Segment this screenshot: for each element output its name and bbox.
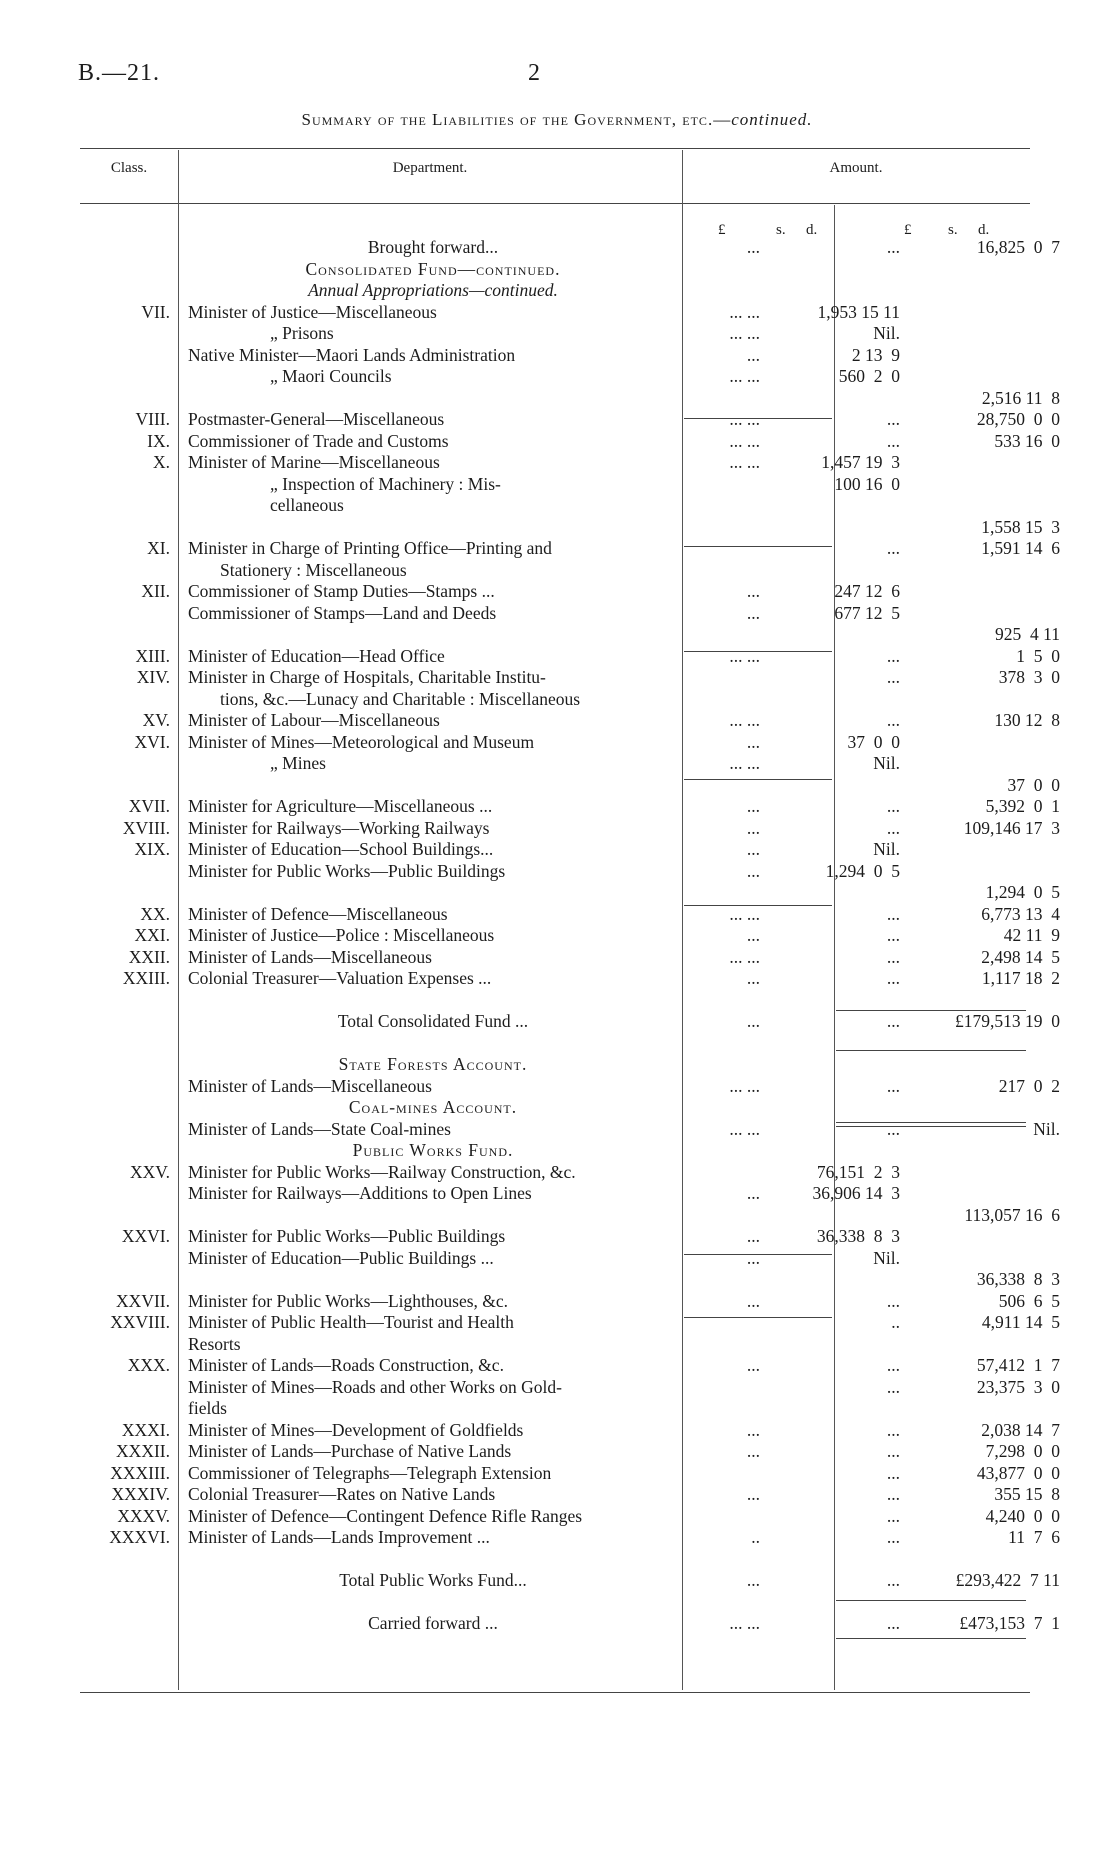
class-cell: XVIII. xyxy=(122,817,170,838)
department-cell: Minister of Mines—Meteorological and Museum xyxy=(188,731,535,752)
column-header-amount: Amount. xyxy=(829,160,883,176)
department-cell: Minister for Public Works—Lighthouses, &c. xyxy=(188,1290,509,1311)
department-cell: tions, &c.—Lunacy and Charitable : Miscellaneous xyxy=(220,688,581,709)
amount-detail-cell: 247 12 6 xyxy=(834,581,900,601)
table-row xyxy=(80,795,1060,817)
leader-dots: ... ... xyxy=(729,753,760,773)
class-cell: XVII. xyxy=(128,796,170,816)
amount-total-cell: 925 4 11 xyxy=(995,624,1060,644)
department-cell: Coal-mines Account. xyxy=(348,1097,518,1117)
lsd-shilling-2: s. xyxy=(948,222,958,238)
title-main: Summary of the Liabilities of the Government, etc.— xyxy=(301,110,732,129)
table-row xyxy=(80,1268,1060,1290)
table-row xyxy=(80,1247,1020,1269)
table-row xyxy=(80,1182,1020,1204)
amount-total-cell: 1 5 0 xyxy=(1016,645,1060,666)
amount-total-cell: 1,591 14 6 xyxy=(981,538,1060,558)
leader-dots: ... ... xyxy=(729,645,760,666)
department-cell: Minister of Public Health—Tourist and Health xyxy=(188,1312,514,1332)
amount-total-cell: 2,038 14 7 xyxy=(981,1419,1060,1440)
class-cell: VIII. xyxy=(135,409,170,429)
table-row xyxy=(80,1096,1020,1118)
amount-detail-cell: ... xyxy=(886,1527,900,1547)
table-row xyxy=(80,1376,1060,1398)
amount-total-cell: 1,117 18 2 xyxy=(981,968,1060,988)
department-cell: Minister of Lands—Lands Improvement ... xyxy=(188,1527,490,1547)
table-row xyxy=(80,344,1020,366)
class-cell: XXVII. xyxy=(116,1290,170,1311)
amount-detail-cell: ... xyxy=(886,817,900,838)
amount-detail-cell: ... xyxy=(886,430,900,451)
table-row xyxy=(80,774,1060,796)
department-cell: Minister in Charge of Hospitals, Charitable Institu- xyxy=(188,667,546,687)
amount-total-cell: 506 6 5 xyxy=(998,1290,1060,1311)
amount-total-cell: 37 0 0 xyxy=(1007,774,1060,795)
amount-detail-cell: ... xyxy=(886,1441,900,1461)
department-cell: Minister of Lands—State Coal-mines xyxy=(188,1118,451,1139)
leader-dots: ... xyxy=(746,1011,760,1031)
table-row xyxy=(80,1462,1060,1484)
table-row xyxy=(80,860,1020,882)
leader-dots: ... xyxy=(746,860,760,881)
amount-detail-cell: ... xyxy=(886,667,900,687)
department-cell: Minister of Justice—Miscellaneous xyxy=(188,301,437,322)
leader-dots: ... ... xyxy=(729,1613,760,1633)
lsd-pence-2: d. xyxy=(978,222,990,238)
table-row xyxy=(80,645,1060,667)
table-row xyxy=(80,279,1020,301)
table-row xyxy=(80,365,1020,387)
department-cell: Total Consolidated Fund ... xyxy=(337,1011,529,1031)
amount-total-cell: 1,558 15 3 xyxy=(981,516,1060,537)
table-row xyxy=(80,1075,1060,1097)
leader-dots: ... xyxy=(746,344,760,365)
amount-detail-cell: 1,294 0 5 xyxy=(825,860,900,881)
table-row xyxy=(80,1290,1060,1312)
amount-detail-cell: ... xyxy=(886,1462,900,1483)
table-row xyxy=(80,1204,1060,1226)
leader-dots: ... xyxy=(746,237,760,257)
leader-dots: ... xyxy=(746,839,760,859)
class-cell: IX. xyxy=(147,430,170,451)
amount-detail-cell: ... xyxy=(886,1355,900,1375)
department-cell: Minister of Marine—Miscellaneous xyxy=(188,452,440,472)
class-cell: XXXIII. xyxy=(110,1462,170,1483)
department-cell: Postmaster-General—Miscellaneous xyxy=(188,409,445,429)
amount-detail-cell: ... xyxy=(886,1505,900,1526)
total-rule xyxy=(836,1638,1026,1639)
amount-detail-cell: ... xyxy=(886,237,900,257)
table-row xyxy=(80,322,1020,344)
table-row xyxy=(80,881,1060,903)
department-cell: Commissioner of Telegraphs—Telegraph Extension xyxy=(188,1462,552,1483)
amount-detail-cell: ... xyxy=(886,538,900,558)
lsd-pound-2: £ xyxy=(904,222,912,238)
table-row xyxy=(80,731,1020,753)
table-row xyxy=(80,451,1020,473)
leader-dots: ... ... xyxy=(729,946,760,967)
table-row xyxy=(80,838,1020,860)
amount-detail-cell: ... xyxy=(886,1484,900,1504)
class-cell: X. xyxy=(152,452,170,472)
table-row xyxy=(80,1311,1060,1333)
table-row xyxy=(80,580,1020,602)
amount-total-cell: 2,498 14 5 xyxy=(981,946,1060,967)
amount-total-cell: £293,422 7 11 xyxy=(955,1570,1060,1590)
leader-dots: ... xyxy=(746,581,760,601)
department-cell: Minister for Railways—Additions to Open Lines xyxy=(188,1183,532,1203)
table-row xyxy=(80,494,1020,516)
amount-detail-cell: Nil. xyxy=(873,1247,900,1268)
table-row xyxy=(80,1440,1060,1462)
amount-total-cell: 109,146 17 3 xyxy=(963,817,1060,838)
amount-detail-cell: ... xyxy=(886,1419,900,1440)
amount-detail-cell: ... xyxy=(886,1118,900,1139)
amount-detail-cell: Nil. xyxy=(873,323,900,343)
amount-detail-cell: ... xyxy=(886,968,900,988)
department-cell: „ Maori Councils xyxy=(270,366,392,386)
leader-dots: ... ... xyxy=(729,1075,760,1096)
table-row xyxy=(80,924,1060,946)
class-cell: XX. xyxy=(140,903,170,924)
department-cell: Consolidated Fund—continued. xyxy=(305,258,561,279)
amount-total-cell: 43,877 0 0 xyxy=(976,1462,1060,1483)
table-row xyxy=(80,666,1060,688)
amount-detail-cell: 560 2 0 xyxy=(838,366,900,386)
class-cell: XXV. xyxy=(129,1161,170,1182)
table-row xyxy=(80,688,1020,710)
amount-total-cell: 217 0 2 xyxy=(998,1075,1060,1096)
leader-dots: ... xyxy=(746,925,760,945)
department-cell: Minister of Lands—Purchase of Native Lands xyxy=(188,1441,512,1461)
class-cell: XXXI. xyxy=(121,1419,170,1440)
leader-dots: ... ... xyxy=(729,1118,760,1139)
amount-total-cell: 16,825 0 7 xyxy=(976,237,1060,257)
amount-detail-cell: ... xyxy=(886,1613,900,1633)
table-row xyxy=(80,1032,1020,1054)
department-cell: Minister of Mines—Roads and other Works on Gold- xyxy=(188,1376,562,1397)
table-row xyxy=(80,1225,1020,1247)
amount-total-cell: 11 7 6 xyxy=(1008,1527,1060,1547)
amount-detail-cell: ... xyxy=(886,1570,900,1590)
amount-total-cell: £179,513 19 0 xyxy=(955,1011,1060,1031)
amount-detail-cell: Nil. xyxy=(873,753,900,773)
class-cell: XVI. xyxy=(134,731,170,752)
department-cell: Minister for Public Works—Railway Construction, &c. xyxy=(188,1161,576,1182)
department-cell: Minister of Labour—Miscellaneous xyxy=(188,710,440,730)
amount-total-cell: 355 15 8 xyxy=(994,1484,1060,1504)
table-row xyxy=(80,1053,1020,1075)
header-bottom-rule xyxy=(80,203,1030,204)
amount-total-cell: 1,294 0 5 xyxy=(985,882,1060,902)
amount-total-cell: 130 12 8 xyxy=(994,710,1060,730)
department-cell: Colonial Treasurer—Rates on Native Lands xyxy=(188,1484,496,1504)
class-cell: XXXII. xyxy=(116,1441,170,1461)
amount-detail-cell: ... xyxy=(886,1075,900,1096)
class-cell: XXXV. xyxy=(117,1505,170,1526)
department-cell: Minister for Public Works—Public Buildings xyxy=(188,860,506,881)
table-row xyxy=(80,1010,1060,1032)
department-cell: Minister of Education—Public Buildings ... xyxy=(188,1247,494,1268)
table-row xyxy=(80,236,1060,258)
leader-dots: ... xyxy=(746,1355,760,1375)
table-row xyxy=(80,1505,1060,1527)
amount-total-cell: 4,911 14 5 xyxy=(981,1312,1060,1332)
amount-detail-cell: ... xyxy=(886,409,900,429)
table-row xyxy=(80,1333,1020,1355)
table-row xyxy=(80,752,1020,774)
table-row xyxy=(80,387,1060,409)
class-cell: XXXIV. xyxy=(111,1484,170,1504)
table-row xyxy=(80,1591,1020,1613)
department-cell: „ Prisons xyxy=(270,323,334,343)
amount-detail-cell: ... xyxy=(886,1290,900,1311)
class-cell: XXIII. xyxy=(122,968,170,988)
table-row xyxy=(80,989,1020,1011)
amount-detail-cell: 100 16 0 xyxy=(834,473,900,494)
table-row xyxy=(80,1419,1060,1441)
amount-detail-cell: 1,953 15 11 xyxy=(817,301,900,322)
leader-dots: ... xyxy=(746,1570,760,1590)
department-cell: Minister of Mines—Development of Goldfields xyxy=(188,1419,524,1440)
leader-dots: ... xyxy=(746,1290,760,1311)
department-cell: Minister for Railways—Working Railways xyxy=(188,817,490,838)
page-number: 2 xyxy=(528,60,540,86)
leader-dots: ... ... xyxy=(729,903,760,924)
table-row xyxy=(80,709,1060,731)
amount-detail-cell: 677 12 5 xyxy=(834,602,900,623)
department-cell: Commissioner of Stamps—Land and Deeds xyxy=(188,602,497,623)
class-cell: XXVIII. xyxy=(110,1312,170,1332)
table-row xyxy=(80,559,1020,581)
department-cell: Carried forward ... xyxy=(368,1613,498,1633)
class-cell: VII. xyxy=(141,301,170,322)
amount-total-cell: Nil. xyxy=(1033,1118,1060,1139)
class-cell: XXXVI. xyxy=(109,1527,170,1547)
top-rule xyxy=(80,148,1030,149)
department-cell: Public Works Fund. xyxy=(352,1140,514,1160)
leader-dots: ... ... xyxy=(729,430,760,451)
class-cell: XXVI. xyxy=(121,1226,170,1246)
table-row xyxy=(80,1354,1060,1376)
amount-detail-cell: 36,906 14 3 xyxy=(812,1183,900,1203)
class-cell: XXI. xyxy=(134,925,170,945)
table-row xyxy=(80,1526,1060,1548)
department-cell: Minister of Lands—Roads Construction, &c. xyxy=(188,1355,504,1375)
class-cell: XI. xyxy=(147,538,170,558)
table-row xyxy=(80,1397,1020,1419)
amount-total-cell: 36,338 8 3 xyxy=(976,1269,1060,1289)
amount-detail-cell: 2 13 9 xyxy=(851,344,900,365)
amount-detail-cell: 76,151 2 3 xyxy=(816,1161,900,1182)
leader-dots: ... ... xyxy=(729,710,760,730)
leader-dots: ... ... xyxy=(729,301,760,322)
amount-total-cell: 5,392 0 1 xyxy=(985,796,1060,816)
amount-total-cell: 533 16 0 xyxy=(994,430,1060,451)
column-header-class: Class. xyxy=(110,160,148,176)
leader-dots: ... xyxy=(746,796,760,816)
title-continued: continued. xyxy=(731,110,813,129)
amount-total-cell: 23,375 3 0 xyxy=(976,1376,1060,1397)
leader-dots: ... xyxy=(746,1484,760,1504)
lsd-pound-1: £ xyxy=(718,222,726,238)
department-cell: Commissioner of Trade and Customs xyxy=(188,430,449,451)
amount-detail-cell: 1,457 19 3 xyxy=(821,452,900,472)
department-cell: „ Mines xyxy=(270,753,326,773)
table-row xyxy=(80,473,1020,495)
department-cell: cellaneous xyxy=(270,495,344,515)
amount-detail-cell: ... xyxy=(886,1376,900,1397)
amount-detail-cell: 36,338 8 3 xyxy=(816,1226,900,1246)
department-cell: Minister of Education—Head Office xyxy=(188,645,445,666)
department-cell: Minister of Defence—Miscellaneous xyxy=(188,903,448,924)
amount-total-cell: 57,412 1 7 xyxy=(976,1355,1060,1375)
leader-dots: ... xyxy=(746,817,760,838)
table-row xyxy=(80,1569,1060,1591)
department-cell: Colonial Treasurer—Valuation Expenses ... xyxy=(188,968,492,988)
table-row xyxy=(80,408,1060,430)
department-cell: fields xyxy=(188,1398,227,1418)
amount-detail-cell: ... xyxy=(886,710,900,730)
department-cell: Resorts xyxy=(188,1333,241,1354)
department-cell: „ Inspection of Machinery : Mis- xyxy=(270,473,501,494)
lsd-pence-1: d. xyxy=(806,222,818,238)
table-row xyxy=(80,623,1060,645)
table-row xyxy=(80,1483,1060,1505)
department-cell: Minister of Justice—Police : Miscellaneous xyxy=(188,925,495,945)
leader-dots: ... ... xyxy=(729,323,760,343)
table-row xyxy=(80,430,1060,452)
leader-dots: ... ... xyxy=(729,452,760,472)
table-row xyxy=(80,258,1020,280)
table-row xyxy=(80,1139,1020,1161)
leader-dots: ... ... xyxy=(729,409,760,429)
bottom-rule xyxy=(80,1692,1030,1693)
amount-total-cell: 113,057 16 6 xyxy=(964,1204,1060,1225)
table-row xyxy=(80,817,1060,839)
table-row xyxy=(80,903,1060,925)
amount-total-cell: 4,240 0 0 xyxy=(985,1505,1060,1526)
table-row xyxy=(80,1612,1060,1634)
class-cell: XII. xyxy=(141,581,170,601)
amount-detail-cell: 37 0 0 xyxy=(847,731,900,752)
table-row xyxy=(80,602,1020,624)
page-title xyxy=(0,110,1114,130)
amount-total-cell: 42 11 9 xyxy=(1003,925,1060,945)
lsd-shilling-1: s. xyxy=(776,222,786,238)
amount-detail-cell: ... xyxy=(886,903,900,924)
amount-detail-cell: ... xyxy=(886,946,900,967)
table-row xyxy=(80,301,1020,323)
department-cell: Minister in Charge of Printing Office—Printing and xyxy=(188,538,552,558)
amount-detail-cell: ... xyxy=(886,1011,900,1031)
amount-total-cell: 28,750 0 0 xyxy=(976,409,1060,429)
department-cell: State Forests Account. xyxy=(338,1054,528,1074)
leader-dots: ... xyxy=(746,968,760,988)
department-cell: Minister of Lands—Miscellaneous xyxy=(188,946,432,967)
department-cell: Minister of Defence—Contingent Defence Rifle Ranges xyxy=(188,1505,583,1526)
class-cell: XIV. xyxy=(136,667,170,687)
department-cell: Minister for Agriculture—Miscellaneous ... xyxy=(188,796,493,816)
leader-dots: .. xyxy=(751,1527,760,1547)
class-cell: XIX. xyxy=(134,839,170,859)
department-cell: Total Public Works Fund... xyxy=(339,1570,527,1590)
class-cell: XV. xyxy=(142,710,170,730)
document-reference: B.—21. xyxy=(78,60,161,86)
table-row xyxy=(80,537,1060,559)
leader-dots: ... xyxy=(746,1226,760,1246)
amount-detail-cell: ... xyxy=(886,925,900,945)
amount-total-cell: 378 3 0 xyxy=(998,667,1060,687)
table-row xyxy=(80,1161,1020,1183)
department-cell: Minister for Public Works—Public Buildings xyxy=(188,1226,506,1246)
leader-dots: ... xyxy=(746,1441,760,1461)
department-cell: Commissioner of Stamp Duties—Stamps ... xyxy=(188,581,495,601)
amount-total-cell: 2,516 11 8 xyxy=(981,387,1060,408)
department-cell: Minister of Education—School Buildings... xyxy=(188,839,494,859)
column-header-department: Department. xyxy=(392,160,468,176)
leader-dots: ... xyxy=(746,602,760,623)
class-cell: XIII. xyxy=(135,645,170,666)
class-cell: XXII. xyxy=(128,946,170,967)
department-cell: Native Minister—Maori Lands Administration xyxy=(188,344,516,365)
table-row xyxy=(80,1118,1060,1140)
leader-dots: ... xyxy=(746,1183,760,1203)
leader-dots: ... xyxy=(746,1419,760,1440)
department-cell: Annual Appropriations—continued. xyxy=(308,280,558,300)
table-row xyxy=(80,967,1060,989)
amount-total-cell: 7,298 0 0 xyxy=(985,1441,1060,1461)
leader-dots: ... ... xyxy=(729,366,760,386)
amount-detail-cell: Nil. xyxy=(873,839,900,859)
class-cell: XXX. xyxy=(127,1355,170,1375)
amount-detail-cell: ... xyxy=(886,796,900,816)
amount-total-cell: £473,153 7 1 xyxy=(959,1613,1060,1633)
amount-total-cell: 6,773 13 4 xyxy=(981,903,1060,924)
amount-detail-cell: ... xyxy=(886,645,900,666)
leader-dots: ... xyxy=(746,731,760,752)
department-cell: Minister of Lands—Miscellaneous xyxy=(188,1075,432,1096)
department-cell: Brought forward... xyxy=(367,237,499,257)
table-row xyxy=(80,1548,1020,1570)
amount-detail-cell: .. xyxy=(891,1312,900,1332)
table-row xyxy=(80,946,1060,968)
department-cell: Stationery : Miscellaneous xyxy=(220,559,407,580)
leader-dots: ... xyxy=(746,1247,760,1268)
table-row xyxy=(80,516,1060,538)
